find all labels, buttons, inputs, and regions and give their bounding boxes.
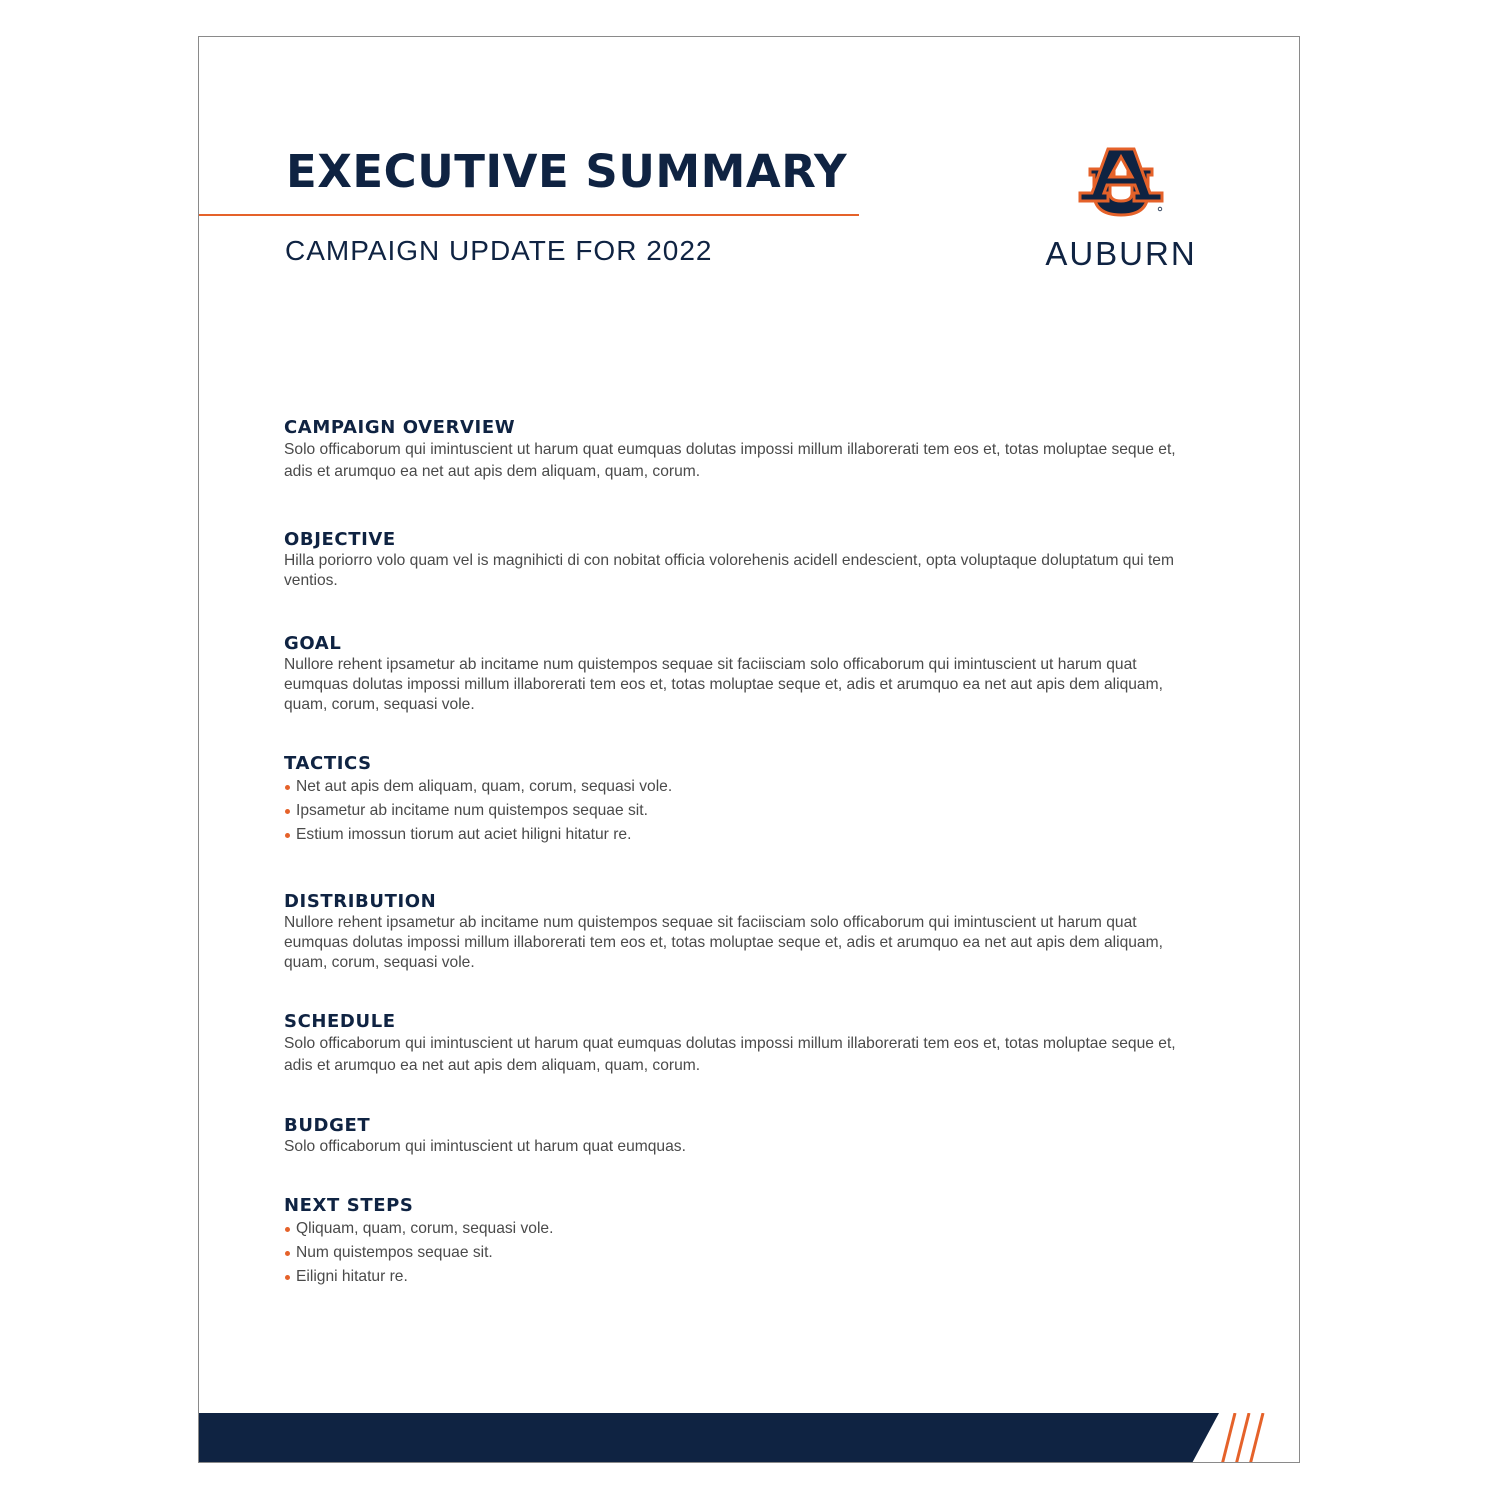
footer-stripe: [1222, 1413, 1235, 1463]
list-item: Estium imossun tiorum aut aciet hiligni hitatur re.: [284, 823, 1184, 847]
section-body: Solo officaborum qui imintuscient ut harum quat eumquas.: [284, 1138, 686, 1155]
section-heading: GOAL: [284, 633, 342, 654]
bullet-list: [284, 1217, 1184, 1289]
section-campaign-overview: [284, 417, 1184, 483]
summary-content: [284, 417, 1184, 1289]
section-tactics: [284, 753, 1184, 847]
section-heading: DISTRIBUTION: [284, 891, 437, 912]
section-distribution: [284, 891, 1184, 973]
footer-stripe: [1250, 1413, 1263, 1463]
list-item: Qliquam, quam, corum, sequasi vole.: [284, 1217, 1184, 1241]
section-heading: CAMPAIGN OVERVIEW: [284, 417, 516, 438]
section-heading: OBJECTIVE: [284, 529, 396, 550]
list-item: Eiligni hitatur re.: [284, 1265, 1184, 1289]
footer-stripe: [1236, 1413, 1249, 1463]
section-body: Nullore rehent ipsametur ab incitame num quistempos sequae sit faciisciam solo officaborum qui imintuscient ut harum quat eumquas dolutas impossi millum illaborerati tem eos et, totas moluptae seque et, adis et arumquo ea net aut apis dem aliquam, quam, corum, sequasi vole.: [284, 914, 1163, 971]
section-body: Hilla poriorro volo quam vel is magnihicti di con nobitat officia volorehenis acidell endescient, opta voluptaque doluptatum qui tem ventios.: [284, 552, 1174, 589]
section-next-steps: [284, 1195, 1184, 1289]
section-body: Solo officaborum qui imintuscient ut harum quat eumquas dolutas impossi millum illaborerati tem eos et, totas moluptae seque et, adis et arumquo ea net aut apis dem aliquam, quam, corum.: [284, 441, 1176, 480]
list-item: Num quistempos sequae sit.: [284, 1241, 1184, 1265]
section-body: Nullore rehent ipsametur ab incitame num quistempos sequae sit faciisciam solo officaborum qui imintuscient ut harum quat eumquas dolutas impossi millum illaborerati tem eos et, totas moluptae seque et, adis et arumquo ea net aut apis dem aliquam, quam, corum, sequasi vole.: [284, 656, 1163, 713]
bullet-list: [284, 775, 1184, 847]
au-monogram-icon: [1078, 145, 1164, 217]
logo-wordmark: AUBURN: [1045, 235, 1197, 272]
section-heading: TACTICS: [284, 753, 372, 774]
auburn-logo: [1031, 145, 1211, 273]
section-objective: [284, 529, 1184, 591]
section-goal: [284, 633, 1184, 715]
title-underline: [199, 214, 859, 216]
list-item: Net aut apis dem aliquam, quam, corum, sequasi vole.: [284, 775, 1184, 799]
list-item: Ipsametur ab incitame num quistempos sequae sit.: [284, 799, 1184, 823]
footer-navy-bar: [199, 1413, 1219, 1463]
footer-band: [199, 1413, 1299, 1463]
page-title: EXECUTIVE SUMMARY: [286, 145, 848, 198]
section-schedule: [284, 1011, 1184, 1077]
section-budget: [284, 1115, 1184, 1157]
section-body: Solo officaborum qui imintuscient ut harum quat eumquas dolutas impossi millum illaborerati tem eos et, totas moluptae seque et, adis et arumquo ea net aut apis dem aliquam, quam, corum.: [284, 1035, 1176, 1074]
section-heading: SCHEDULE: [284, 1011, 396, 1032]
document-page: [198, 36, 1300, 1463]
page-subtitle: CAMPAIGN UPDATE FOR 2022: [285, 235, 713, 266]
section-heading: NEXT STEPS: [284, 1195, 414, 1216]
section-heading: BUDGET: [284, 1115, 371, 1136]
